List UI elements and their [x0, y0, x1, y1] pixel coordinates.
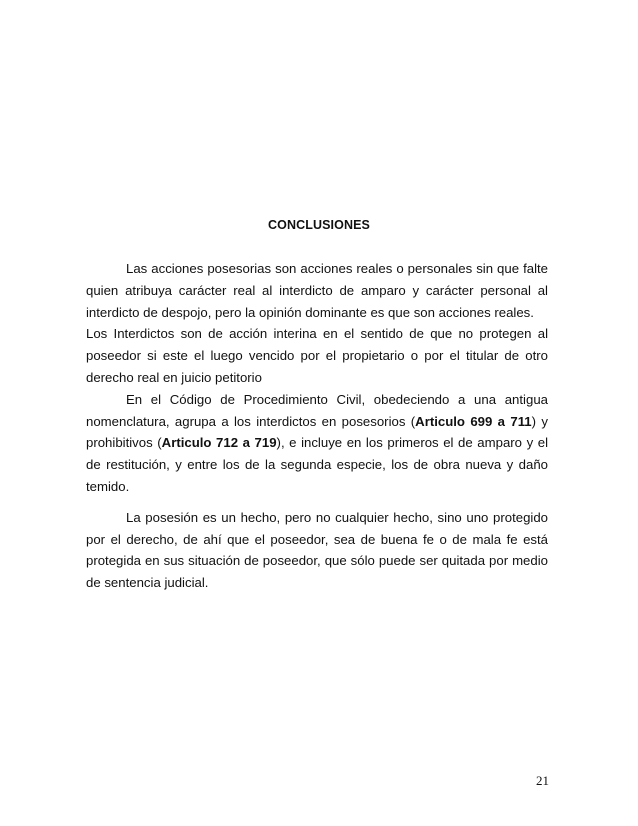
- paragraph-codigo: [86, 389, 548, 498]
- section-heading: CONCLUSIONES: [268, 218, 370, 232]
- page-number: 21: [536, 773, 549, 788]
- body-text: [86, 258, 548, 594]
- article-reference-prohibitivos: Articulo 712 a 719: [161, 435, 277, 451]
- article-reference-posesorios: Articulo 699 a 711: [415, 413, 532, 429]
- paragraph-codigo-text-1: En el Código de Procedimiento Civil, obedeciendo a una antigua nomenclatura, agrupa a los interdictos en posesorios (: [86, 391, 548, 429]
- paragraph-interdictos: Los Interdictos son de acción interina en el sentido de que no protegen al poseedor si este el luego vencido por el propietario o por el titular de otro derecho real en juicio petitorio: [86, 326, 548, 385]
- paragraph-posesorias: Las acciones posesorias son acciones reales o personales sin que falte quien atribuya carácter real al interdicto de amparo y carácter personal al interdicto de despojo, pero la opinión dominante es que son acciones reales.: [86, 261, 548, 320]
- paragraph-codigo-text-2: ) y prohibitivos (: [86, 413, 548, 451]
- paragraph-posesion: La posesión es un hecho, pero no cualquier hecho, sino uno protegido por el derecho, de ahí que el poseedor, sea de buena fe o de mala fe está protegida en sus situación de poseedor, que sólo puede ser quitada por medio de sentencia judicial.: [86, 509, 548, 591]
- paragraph-codigo-text-3: ), e incluye en los primeros el de amparo y el de restitución, y entre los de la segunda especie, los de obra nueva y daño temido.: [86, 435, 549, 494]
